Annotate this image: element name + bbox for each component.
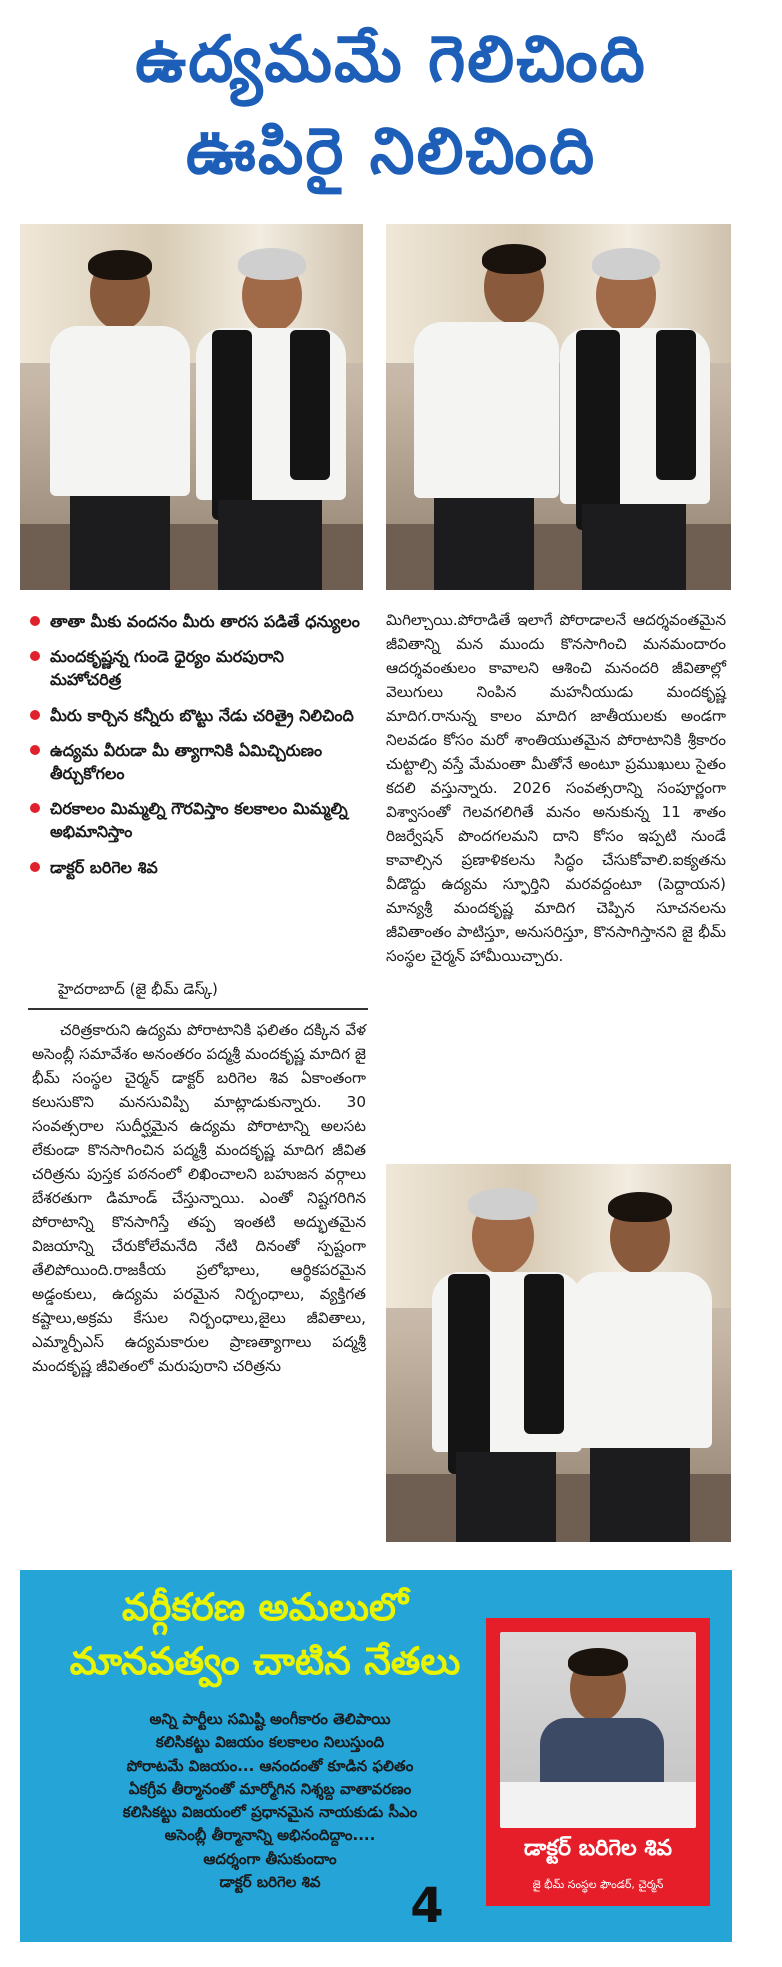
bullet-dot-icon [30,862,40,872]
box-title-line-1: వర్గీకరణ అమలులో [121,1585,409,1629]
profile-photo [500,1632,696,1828]
headline-line-1: ఉద్యమమే గెలిచింది [135,23,647,97]
page-number: 4 [410,1878,444,1934]
bullet-dot-icon [30,616,40,626]
divider [28,1008,368,1010]
photo-two-men-2 [386,224,731,590]
bullet-dot-icon [30,803,40,813]
bullet-item: చిరకాలం మిమ్మల్ని గౌరవిస్తాం కలకాలం మిమ్మల్ని అభిమానిస్తాం [30,797,360,843]
box-line: డాక్టర్ బరిగెల శివ [219,1872,321,1891]
box-line: కలిసికట్టు విజయంలో ప్రధానమైన నాయకుడు సీఎం [122,1803,418,1821]
bullet-list [30,610,360,891]
profile-subtitle: జై భీమ్ సంస్థల ఫౌండర్, చైర్మన్ [532,1878,664,1891]
article-column-left: చరిత్రకారుని ఉద్యమ పోరాటానికి ఫలితం దక్కిన వేళ అసెంబ్లీ సమావేశం అనంతరం పద్మశ్రీ మందకృష్ణ మాదిగ జై భీమ్ సంస్థల చైర్మన్ డాక్టర్ బరిగెల శివ ఏకాంతంగా కలుసుకొని మనసువిప్పి మాట్లాడుకున్నారు. 30 సంవత్సరాల సుదీర్ఘమైన ఉద్యమ పోరాటాన్ని అలసట లేకుండా కొనసాగించిన పద్మశ్రీ మందకృష్ణ మాదిగ జీవిత చరిత్రను పుస్తక పఠనంలో లిఖించాలని బహుజన వర్గాలు బేశరతుగా డిమాండ్ చేస్తున్నాయి. ఎంతో నిష్టగరిగిన పోరాటాన్ని కొనసాగిస్తే తప్ప ఇంతటి అద్భుతమైన విజయాన్ని చేరుకోలేమనేది నేటి దినంతో స్పష్టంగా తేలిపోయింది.రాజకీయ ప్రలోభాలు, ఆర్థికపరమైన అడ్డంకులు, ఉద్యమ పరమైన నిర్బంధాలు, వ్యక్తిగత కష్టాలు,అక్రమ కేసుల నిర్బంధాలు,జైలు జీవితాలు, ఎమ్మార్పీఎస్ ఉద్యమకారుల ప్రాణత్యాగాలు పద్మశ్రీ మందకృష్ణ జీవితంలో మరుపురాని చరిత్రను [32,1021,366,1376]
bullet-item: మందకృష్ణన్న గుండె ధైర్యం మరపురాని మహోచరిత్ర [30,645,360,691]
bullet-dot-icon [30,651,40,661]
box-line: ఏకగ్రీవ తీర్మానంతో మార్మోగిన నిశ్శబ్ద వాతావరణం [128,1779,412,1798]
bullet-item: ఉద్యమ వీరుడా మీ త్యాగానికి ఏమిచ్చిరుణం తీర్చుకోగలం [30,739,360,785]
photo-two-men-3 [386,1164,731,1542]
profile-name: డాక్టర్ బరిగెల శివ [523,1836,673,1861]
box-line: అసెంబ్లీ తీర్మానాన్ని అభినందిద్దాం.... [164,1826,376,1845]
box-line: ఆదర్శంగా తీసుకుందాం [203,1849,337,1868]
photo-two-men-1 [20,224,363,590]
bullet-item: డాక్టర్ బరిగెల శివ [30,856,360,879]
profile-card [486,1618,710,1906]
bullet-dot-icon [30,710,40,720]
bullet-dot-icon [30,745,40,755]
box-line: అన్ని పార్టీలు సమిష్టి అంగీకారం తెలిపాయి [149,1710,391,1728]
box-line: పోరాటమే విజయం... ఆనందంతో కూడిన ఫలితం [126,1756,414,1775]
headline-line-2: ఊపిరై నిలిచింది [185,115,597,189]
article-column-right: మిగిల్చాయి.పోరాడితే ఇలాగే పోరాడాలనే ఆదర్శవంతమైన జీవితాన్ని మన ముందు కొనసాగించి మనమందారం ఆదర్శవంతులం కావాలని ఆశించి మనందరి జీవితాల్లో వెలుగులు నింపిన మహనీయుడు మందకృష్ణ మాదిగ.రానున్న కాలం మాదిగ జాతీయులకు అండగా నిలవడం కోసం మరో శాంతియుతమైన పోరాటానికి శ్రీకారం చుట్టాల్సి వస్తే మేమంతా మీతోనే అంటూ ప్రముఖులు సైతం కదలి వస్తున్నారు. 2026 సంవత్సరాన్ని సంపూర్ణంగా విశ్వాసంతో గెలవగలిగితే మనం అనుకున్న 11 శాతం రిజర్వేషన్ పొందగలమని దాని కోసం ఇప్పటి నుండే కావాల్సిన ప్రణాళికలను సిద్ధం చేసుకోవాలి.ఐక్యతను వీడొద్దు ఉద్యమ స్ఫూర్తిని మరవద్దంటూ (పెద్దాయన) మాన్యశ్రీ మందకృష్ణ మాదిగ చెప్పిన సూచనలను జీవితాంతం పాటిస్తూ, అనుసరిస్తూ, కొనసాగిస్తానని జై భీమ్ సంస్థల చైర్మన్ హామీయిచ్చారు. [386,611,726,966]
bullet-item: తాతా మీకు వందనం మీరు తారస పడితే ధన్యులం [30,610,360,633]
box-line: కలిసికట్టు విజయం కలకాలం నిలుస్తుంది [155,1733,385,1752]
box-title-line-2: మానవత్వం చాటిన నేతలు [69,1639,461,1683]
box-lines [50,1708,490,1894]
bullet-item: మీరు కార్చిన కన్నీరు బొట్టు నేడు చరిత్రై నిలిచింది [30,704,360,727]
dateline: హైదరాబాద్ (జై భీమ్ డెస్క్) [58,980,218,998]
